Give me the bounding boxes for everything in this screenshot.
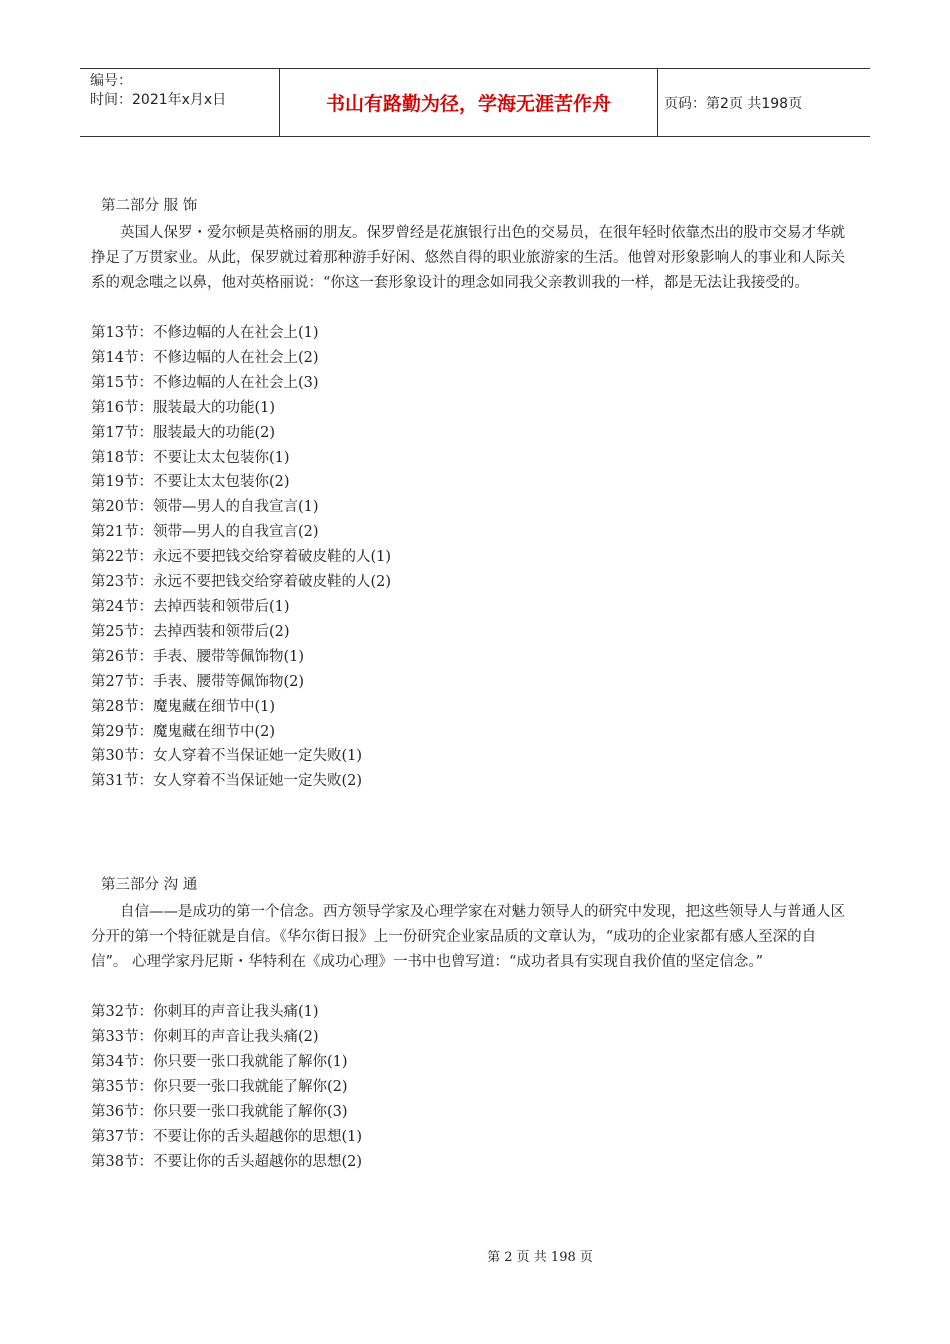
header-motto: 书山有路勤为径，学海无涯苦作舟	[280, 69, 658, 136]
part3-section-list	[91, 1000, 851, 1174]
section-item: 第22节：永远不要把钱交给穿着破皮鞋的人(1)	[91, 549, 391, 566]
document-body	[91, 195, 851, 1175]
part2-title: 第二部分 服 饰	[101, 198, 198, 214]
section-item: 第36节：你只要一张口我就能了解你(3)	[91, 1103, 348, 1120]
section-item: 第29节：魔鬼藏在细节中(2)	[91, 723, 275, 740]
section-item: 第34节：你只要一张口我就能了解你(1)	[91, 1054, 348, 1071]
section-item: 第23节：永远不要把钱交给穿着破皮鞋的人(2)	[91, 574, 391, 591]
section-item: 第17节：服装最大的功能(2)	[91, 424, 275, 441]
section-item: 第19节：不要让太太包装你(2)	[91, 474, 290, 491]
section-item: 第31节：女人穿着不当保证她一定失败(2)	[91, 773, 362, 790]
page-footer: 第 2 页 共 198 页	[487, 1250, 593, 1265]
part2-paragraph: 英国人保罗・爱尔顿是英格丽的朋友。保罗曾经是花旗银行出色的交易员，在很年轻时依靠杰出的股市交易才华就挣足了万贯家业。从此，保罗就过着那种游手好闲、悠然自得的职业旅游家的生活。他曾对形象影响人的事业和人际关系的观念嗤之以鼻，他对英格丽说：“你这一套形象设计的理念如同我父亲教训我的一样，都是无法让我接受的。	[91, 225, 845, 291]
section-item: 第21节：领带—男人的自我宣言(2)	[91, 524, 319, 541]
section-item: 第30节：女人穿着不当保证她一定失败(1)	[91, 748, 362, 765]
section-item: 第27节：手表、腰带等佩饰物(2)	[91, 673, 304, 690]
section-item: 第38节：不要让你的舌头超越你的思想(2)	[91, 1153, 362, 1170]
section-item: 第35节：你只要一张口我就能了解你(2)	[91, 1078, 348, 1095]
section-item: 第28节：魔鬼藏在细节中(1)	[91, 698, 275, 715]
section-item: 第37节：不要让你的舌头超越你的思想(1)	[91, 1128, 362, 1145]
section-item: 第32节：你刺耳的声音让我头痛(1)	[91, 1004, 319, 1021]
section-item: 第33节：你刺耳的声音让我头痛(2)	[91, 1029, 319, 1046]
header-page-code: 页码：第2页 共198页	[664, 95, 803, 112]
part3-title: 第三部分 沟 通	[101, 877, 198, 894]
section-item: 第25节：去掉西装和领带后(2)	[91, 623, 290, 640]
part2-section-list	[91, 321, 851, 794]
section-item: 第15节：不修边幅的人在社会上(3)	[91, 374, 319, 391]
section-item: 第14节：不修边幅的人在社会上(2)	[91, 349, 319, 366]
part3-paragraph: 自信——是成功的第一个信念。西方领导学家及心理学家在对魅力领导人的研究中发现，把这些领导人与普通人区分开的第一个特征就是自信。《华尔街日报》上一份研究企业家品质的文章认为，“成功的企业家都有感人至深的自信”。 心理学家丹尼斯・华特利在《成功心理》一书中也曾写道：“成功者具有实现自我价值的坚定信念。”	[91, 904, 845, 971]
header-meta	[80, 69, 280, 136]
page-header	[80, 68, 870, 137]
section-item: 第18节：不要让太太包装你(1)	[91, 449, 290, 466]
section-item: 第26节：手表、腰带等佩饰物(1)	[91, 648, 304, 665]
section-item: 第13节：不修边幅的人在社会上(1)	[91, 325, 319, 341]
section-item: 第16节：服装最大的功能(1)	[91, 399, 275, 416]
date-label: 时间：2021年x月x日	[90, 92, 227, 108]
number-label: 编号：	[90, 73, 132, 89]
section-item: 第24节：去掉西装和领带后(1)	[91, 598, 290, 615]
section-item: 第20节：领带—男人的自我宣言(1)	[91, 499, 319, 516]
